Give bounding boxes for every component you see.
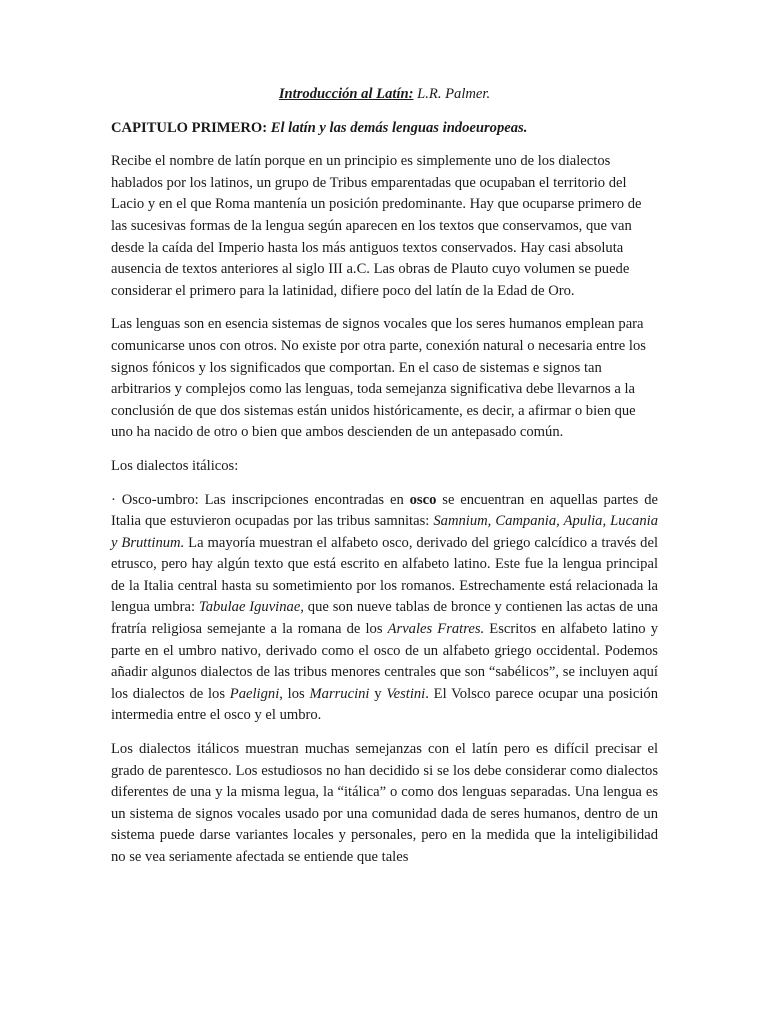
term-osco: osco: [409, 491, 437, 508]
text-span: y: [369, 685, 387, 702]
paragraph-italic-similarities: Los dialectos itálicos muestran muchas semejanzas con el latín pero es difícil precisar el grado de parentesco. Los estudiosos no han decidido si se los debe considerar como dialectos diferentes de una y la misma legua, la “itálica” o como dos lenguas separadas. Una lengua es un sistema de signos vocales usado por una comunidad dada de seres humanos, dentro de un sistema puede darse variantes locales y personales, pero en la medida que la inteligibilidad no se vea seriamente afectada se entiende que tales: [111, 741, 658, 865]
paragraph-osco-umbro: [111, 490, 658, 728]
work-title: Introducción al Latín:: [278, 86, 414, 102]
text-span: Escritos en alfabeto latino y parte en el umbro nativo, derivado como el osco de un alfabeto griego occidental. Podemos añadir algunos dialectos de las tribus menores centrales que son “sabélicos”, se incluyen aquí los dialectos de los: [111, 621, 658, 702]
text-span: que son nueve tablas de bronce y contienen las actas de una fratría religiosa semejante a la romana de los: [111, 599, 658, 638]
chapter-number: CAPITULO PRIMERO:: [111, 119, 268, 136]
term-arvales-fratres: Arvales Fratres.: [387, 621, 485, 638]
chapter-heading: [111, 118, 658, 140]
term-vestini: Vestini: [386, 685, 426, 702]
author-name: L.R. Palmer.: [417, 86, 491, 102]
text-span: . El Volsco parece ocupar una posición intermedia entre el osco y el umbro.: [111, 685, 658, 724]
term-marrucini: Marrucini: [309, 685, 370, 702]
paragraph-latin-origin: Recibe el nombre de latín porque en un principio es simplemente uno de los dialectos hablados por los latinos, un grupo de Tribus emparentadas que ocupaban el territorio del Lacio y en el que Roma mantenía un posición predominante. Hay que ocuparse primero de las sucesivas formas de la lengua según aparecen en los textos que conservamos, que van desde la caída del Imperio hasta los más antiguos textos conservados. Hay casi absoluta ausencia de textos anteriores al siglo III a.C. Las obras de Plauto cuyo volumen se puede considerar el primero para la latinidad, difiere poco del latín de la Edad de Oro.: [111, 153, 642, 299]
document-page: [111, 84, 658, 881]
paragraph-languages-signs: Las lenguas son en esencia sistemas de signos vocales que los seres humanos emplean para comunicarse unos con otros. No existe por otra parte, conexión natural o necesaria entre los signos fónicos y los significados que comportan. En el caso de sistemas e signos tan arbitrarios y complejos como las lenguas, toda semejanza significativa debe llevarnos a la conclusión de que dos sistemas están unidos históricamente, es decir, a afirmar o bien que uno ha nacido de otro o bien que ambos descienden de un antepasado común.: [111, 316, 646, 441]
document-title: [111, 84, 658, 106]
text-span: · Osco-umbro: Las inscripciones encontradas en: [111, 491, 410, 508]
term-tabulae-iguvinae: Tabulae Iguvinae,: [198, 599, 304, 616]
place-names: Samnium, Campania, Apulia, Lucania y Bruttinum.: [111, 513, 658, 551]
text-span: se encuentran en aquellas partes de Italia que estuvieron ocupadas por las tribus samnitas:: [111, 491, 658, 530]
term-paeligni: Paeligni: [229, 685, 280, 702]
paragraph-italic-dialects-heading: Los dialectos itálicos:: [111, 457, 239, 474]
text-span: La mayoría muestran el alfabeto osco, derivado del griego calcídico a través del etrusco, pero hay algún texto que está escrito en alfabeto latino. Este fue la lengua principal de la Italia central hasta su sometimiento por los romanos. Estrechamente está relacionada la lengua umbra:: [111, 534, 658, 616]
chapter-title: El latín y las demás lenguas indoeuropeas.: [270, 119, 528, 136]
text-span: , los: [279, 685, 310, 702]
